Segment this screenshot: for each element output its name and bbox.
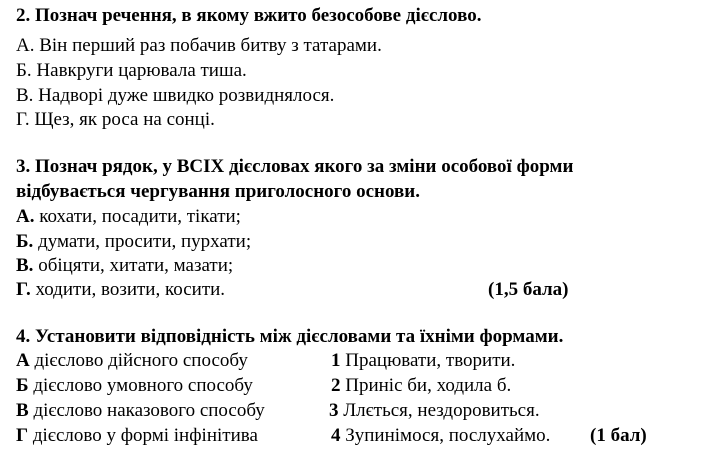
q3-option-b [16,230,251,253]
q4-left-a-letter: А [16,350,30,371]
q4-left-a [16,349,248,372]
q3-option-h [16,278,225,301]
q4-right-1 [331,349,515,372]
q4-right-2-num: 2 [331,375,341,396]
q4-left-b [16,374,253,397]
q4-left-b-text: дієслово умовного способу [28,375,253,396]
q4-left-v-text: дієслово наказового способу [28,400,265,421]
q4-title: 4. Установити відповідність між дієсловами та їхніми формами. [16,326,564,347]
q3-option-a-letter: А. [16,206,35,227]
q3-option-h-text: ходити, возити, косити. [30,279,226,300]
q3-option-h-letter: Г. [16,279,31,300]
q4-right-2-text: Приніс би, ходила б. [340,375,512,396]
q3-points: (1,5 бала) [488,279,569,300]
q4-right-3-text: Ллється, нездоровиться. [338,400,540,421]
q4-right-4 [331,424,550,447]
q2-option-v: В. Надворі дуже швидко розвиднялося. [16,85,335,106]
q3-option-a-text: кохати, посадити, тікати; [34,206,241,227]
q4-right-4-num: 4 [331,425,341,446]
q2-option-b: Б. Навкруги царювала тиша. [16,60,247,81]
q4-right-3-num: 3 [329,400,339,421]
q3-option-v-letter: В. [16,255,34,276]
q4-left-h-letter: Г [16,425,29,446]
q3-option-b-text: думати, просити, пурхати; [33,231,252,252]
q3-title-line1: 3. Познач рядок, у ВСІХ дієсловах якого за зміни особової форми [16,156,574,177]
q2-option-h: Г. Щез, як роса на сонці. [16,109,215,130]
q2-option-a: А. Він перший раз побачив битву з татарами. [16,35,382,56]
q3-title-line2: відбувається чергування приголосного основи. [16,181,420,202]
q4-left-v [16,399,265,422]
q4-left-h [16,424,258,447]
q3-option-v [16,254,233,277]
q4-left-v-letter: В [16,400,29,421]
q4-right-4-text: Зупинімося, послухаймо. [340,425,551,446]
q4-right-1-num: 1 [331,350,341,371]
q3-option-v-text: обіцяти, хитати, мазати; [33,255,234,276]
q4-right-1-text: Працювати, творити. [340,350,516,371]
q4-right-3 [329,399,540,422]
q4-left-b-letter: Б [16,375,29,396]
q3-option-a [16,205,241,228]
q4-left-a-text: дієслово дійсного способу [29,350,248,371]
q3-option-b-letter: Б. [16,231,34,252]
q4-right-2 [331,374,511,397]
q4-points: (1 бал) [590,425,647,446]
q2-title: 2. Познач речення, в якому вжито безособове дієслово. [16,5,482,26]
q4-left-h-text: дієслово у формі інфінітива [28,425,258,446]
